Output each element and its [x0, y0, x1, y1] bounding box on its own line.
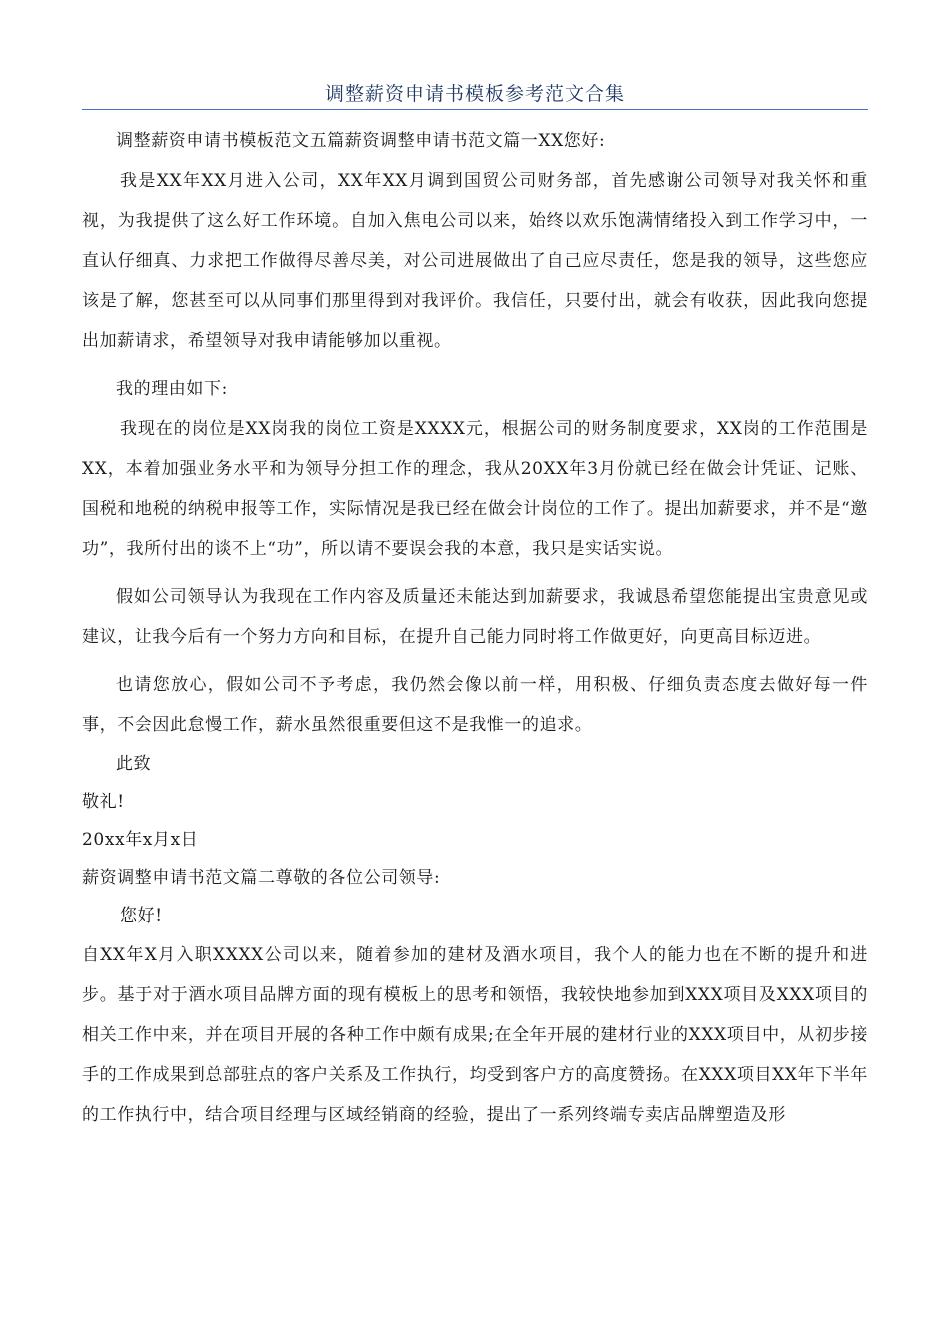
closing-salutation: 此致 — [116, 754, 152, 774]
section-two-heading: 薪资调整申请书范文篇二尊敬的各位公司领导: — [82, 868, 441, 888]
section-two-greeting: 您好! — [120, 906, 163, 926]
document-body — [82, 121, 868, 1135]
paragraph-intro: 我是XX年XX月进入公司，XX年XX月调到国贸公司财务部，首先感谢公司领导对我关怀和重视，为我提供了这么好工作环境。自加入焦电公司以来，始终以欢乐饱满情绪投入到工作学习中，一直认仔细真、力求把工作做得尽善尽美，对公司进展做出了自己应尽责任，您是我的领导，这些您应该是了解，您甚至可以从同事们那里得到对我评价。我信任，只要付出，就会有收获，因此我向您提出加薪请求，希望领导对我申请能够加以重视。 — [82, 171, 868, 351]
paragraph-reason: 我现在的岗位是XX岗我的岗位工资是XXXX元，根据公司的财务制度要求，XX岗的工作范围是XX，本着加强业务水平和为领导分担工作的理念，我从20XX年3月份就已经在做会计凭证、记账、国税和地税的纳税申报等工作，实际情况是我已经在做会计岗位的工作了。提出加薪要求，并不是“邀功”，我所付出的谈不上“功”，所以请不要误会我的本意，我只是实话实说。 — [82, 419, 868, 559]
closing-date: 20xx年x月x日 — [82, 830, 199, 850]
paragraph-reasons-heading: 我的理由如下: — [116, 379, 228, 399]
title-divider — [82, 109, 868, 110]
document-title: 调整薪资申请书模板参考范文合集 — [324, 83, 625, 105]
paragraph-greeting: 调整薪资申请书模板范文五篇薪资调整申请书范文篇一XX您好: — [116, 131, 606, 151]
closing-regards: 敬礼! — [82, 792, 125, 812]
section-two-body: 自XX年X月入职XXXX公司以来，随着参加的建材及酒水项目，我个人的能力也在不断的提升和进步。基于对于酒水项目品牌方面的现有模板上的思考和领悟，我较快地参加到XXX项目及XXX项目的相关工作中来，并在项目开展的各种工作中颇有成果;在全年开展的建材行业的XXX项目中，从初步接手的工作成果到总部驻点的客户关系及工作执行，均受到客户方的高度赞扬。在XXX项目XX年下半年的工作执行中，结合项目经理与区域经销商的经验，提出了一系列终端专卖店品牌塑造及形 — [82, 945, 868, 1125]
paragraph-request: 假如公司领导认为我现在工作内容及质量还未能达到加薪要求，我诚恳希望您能提出宝贵意见或建议，让我今后有一个努力方向和目标，在提升自己能力同时将工作做更好，向更高目标迈进。 — [82, 587, 868, 647]
paragraph-assurance: 也请您放心，假如公司不予考虑，我仍然会像以前一样，用积极、仔细负责态度去做好每一件事，不会因此怠慢工作，薪水虽然很重要但这不是我惟一的追求。 — [82, 675, 868, 735]
